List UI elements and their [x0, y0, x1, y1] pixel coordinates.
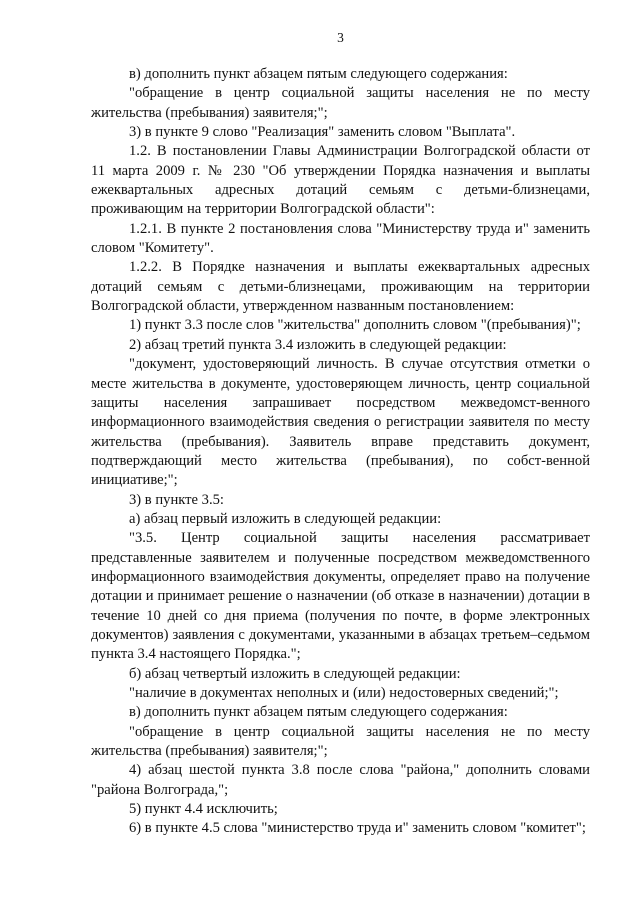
paragraph: 1.2.1. В пункте 2 постановления слова "Министерству труда и" заменить словом "Комитету". [91, 220, 590, 257]
paragraph: а) абзац первый изложить в следующей редакции: [129, 510, 442, 527]
paragraph: б) абзац четвертый изложить в следующей редакции: [129, 665, 461, 682]
paragraph: 5) пункт 4.4 исключить; [129, 801, 278, 818]
paragraph: "3.5. Центр социальной защиты населения рассматривает представленные заявителем и полученные посредством межведомственного информационного взаимодействия документы, определяет право на получение дотации и принимает решение о назначении (об отказе в назначении) дотации в течение 10 дней со дня приема (получения по почте, в форме электронных документов) заявления с документами, указанными в абзацах третьем–седьмом пункта 3.4 настоящего Порядка."; [91, 530, 590, 663]
paragraph: "наличие в документах неполных и (или) недостоверных сведений;"; [129, 685, 559, 701]
page-number: 3 [337, 30, 344, 45]
paragraph: 2) абзац третий пункта 3.4 изложить в следующей редакции: [129, 336, 507, 353]
paragraph: 3) в пункте 9 слово "Реализация" заменить словом "Выплата". [129, 124, 516, 141]
paragraph: в) дополнить пункт абзацем пятым следующего содержания: [129, 66, 508, 82]
paragraph: в) дополнить пункт абзацем пятым следующего содержания: [129, 704, 508, 721]
paragraph: "обращение в центр социальной защиты населения не по месту жительства (пребывания) заявителя;"; [91, 85, 590, 121]
paragraph: 1) пункт 3.3 после слов "жительства" дополнить словом "(пребывания)"; [129, 317, 581, 334]
paragraph: 1.2. В постановлении Главы Администрации Волгоградской области от 11 марта 2009 г. № 230 "Об утверждении Порядка назначения и выплаты ежеквартальных адресных дотаций семьям с детьми-близнецами, проживающим на территории Волгоградской области": [91, 143, 590, 218]
paragraph: 6) в пункте 4.5 слова "министерство труда и" заменить словом "комитет"; [129, 820, 586, 837]
paragraph: 1.2.2. В Порядке назначения и выплаты ежеквартальных адресных дотаций семьям с детьми-близнецами, проживающим на территории Волгоградской области, утвержденном названным постановлением: [91, 259, 590, 315]
paragraph: "документ, удостоверяющий личность. В случае отсутствия отметки о месте жительства в документе, удостоверяющем личность, центр социальной защиты населения запрашивает посредством межведомст-венного информационного взаимодействия сведения о регистрации заявителя по месту жительства (пребывания). Заявитель вправе представить документ, подтверждающий место жительства (пребывания), по собст-венной инициативе;"; [91, 356, 590, 489]
paragraph: 3) в пункте 3.5: [129, 491, 224, 508]
paragraph: 4) абзац шестой пункта 3.8 после слова "района," дополнить словами "района Волгограда,"; [91, 762, 590, 798]
paragraph: "обращение в центр социальной защиты населения не по месту жительства (пребывания) заявителя;"; [91, 723, 590, 760]
